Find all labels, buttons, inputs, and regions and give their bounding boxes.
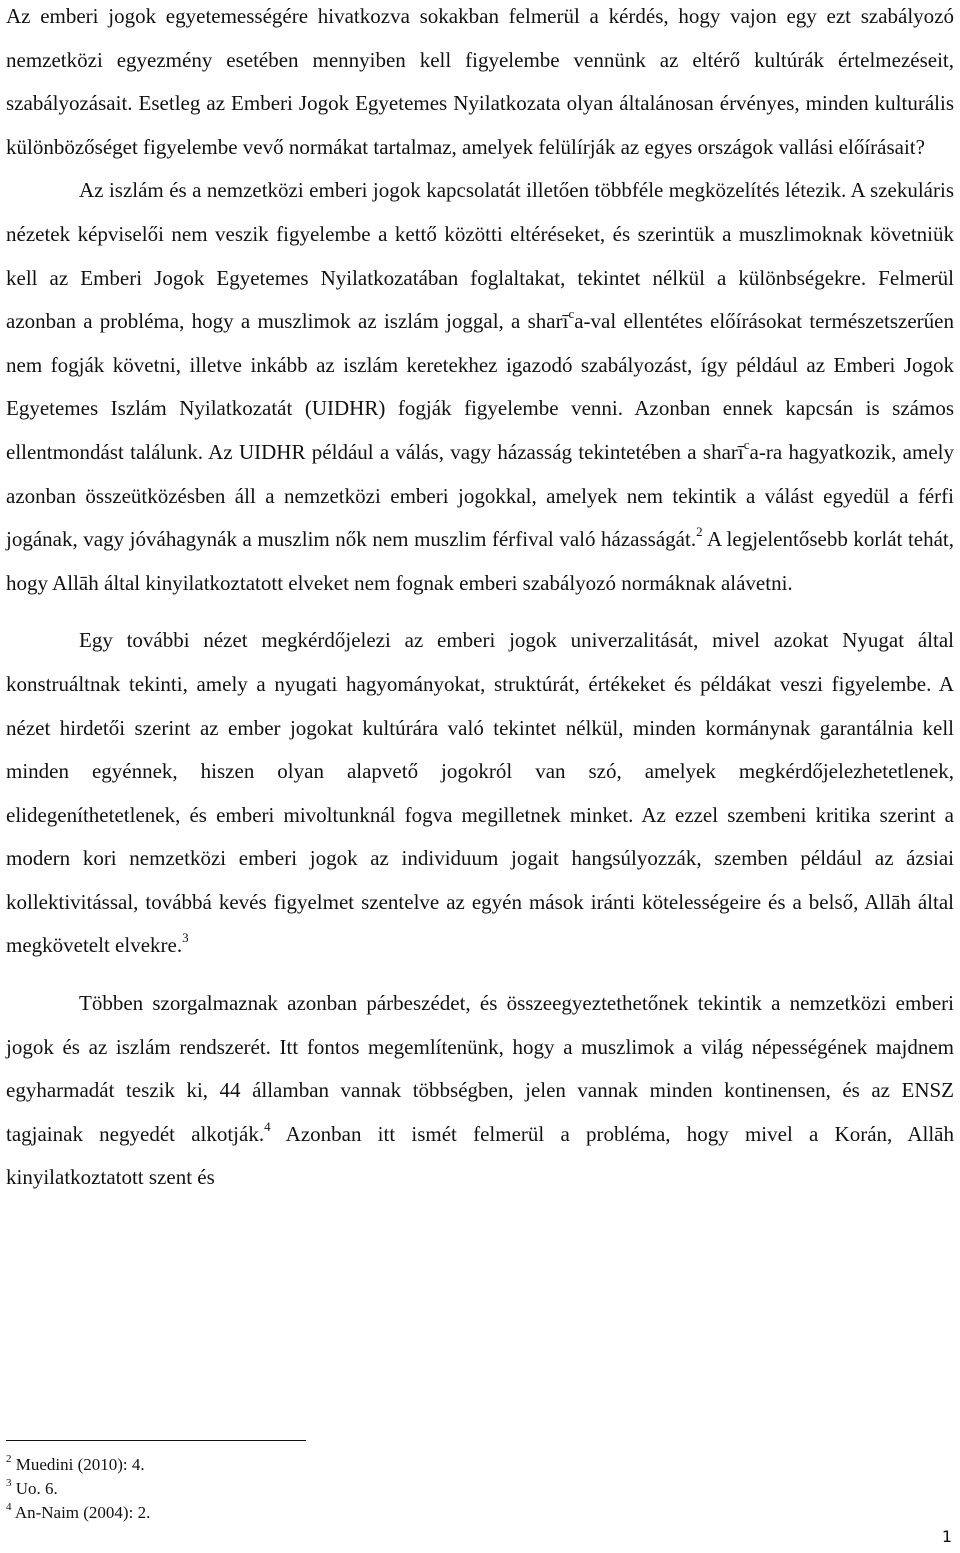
page-number: 1 [941,1527,952,1546]
paragraph-2-text-a: Az iszlám és a nemzetközi emberi jogok kapcsolatát illetően többféle megközelítés létezik. A szekuláris nézetek képviselői nem veszik figyelembe a kettő közötti eltéréseket, és szerintük a muszlimoknak követniük kell az Emberi Jogok Egyetemes Nyilatkozatában foglaltakat, tekintet nélkül a különbségekre. Felmerül azonban a probléma, hogy a muszlimok az iszlám joggal, a sharī [6,178,954,334]
footnote-number: 3 [6,1477,12,1490]
footnote-ref-3: 3 [182,930,189,946]
footnote-ref-4: 4 [264,1118,271,1134]
paragraph-4-text-b: Azonban itt ismét felmerül a probléma, hogy mivel a Korán, Allāh kinyilatkoztatott szent és [6,1121,954,1190]
footnotes [6,1453,150,1525]
paragraph-3-text: Egy további nézet megkérdőjelezi az emberi jogok univerzalitását, mivel azokat Nyugat által konstruáltnak tekinti, amely a nyugati hagyományokat, struktúrát, értékeket és példákat veszi figyelembe. A nézet hirdetői szerint az ember jogokat kultúrára való tekintet nélkül, minden kormánynak garantálnia kell minden egyénnek, hiszen olyan alapvető jogokról van szó, amelyek megkérdőjelezhetetlenek, elidegeníthetetlenek, és emberi mivoltunknál fogva megilletnek minket. Az ezzel szembeni kritika szerint a modern kori nemzetközi emberi jogok az individuum jogait hangsúlyozzák, szemben például az ázsiai kollektivitással, továbbá kevés figyelmet szentelve az egyén mások iránti kötelességeire és a belső, Allāh által megkövetelt elvekre. [6,628,954,958]
footnote-item [6,1501,150,1525]
footnote-separator [6,1440,306,1441]
paragraph-1 [6,0,954,169]
document-page [6,0,954,1200]
paragraph-2-text-c: a-ra hagyatkozik, amely azonban összeütközésben áll a nemzetközi emberi jogokkal, amelyek nem tekintik a válást egyedül a férfi jogának, vagy jóváhagynák a muszlim nők nem muszlim férfival való házasságát. [6,439,954,552]
paragraph-2-text-d: A legjelentősebb korlát tehát, hogy Allāh által kinyilatkoztatott elveket nem fognak emberi szabályozó normáknak alávetni. [6,527,955,595]
paragraph-3 [6,619,954,968]
footnote-number: 2 [6,1453,12,1466]
footnote-item [6,1477,150,1501]
footnote-ref-2: 2 [696,524,703,540]
footnote-item [6,1453,150,1477]
paragraph-2-text-b: a-val ellentétes előírásokat természetszerűen nem fogják követni, illetve inkább az iszlám keretekhez igazodó szabályozást, így például az Emberi Jogok Egyetemes Iszlám Nyilatkozatát (UIDHR) fogják figyelembe venni. Azonban ennek kapcsán is számos ellentmondást találunk. Az UIDHR például a válás, vagy házasság tekintetében a sharī [6,309,954,464]
paragraph-spacer [6,968,954,982]
footnote-text: Muedini (2010): 4. [15,1455,145,1474]
superscript-ayn: c [568,306,575,322]
paragraph-4-text-a: Többen szorgalmaznak azonban párbeszédet, és összeegyeztethetőnek tekintik a nemzetközi emberi jogok és az iszlám rendszerét. Itt fontos megemlítenünk, hogy a muszlimok a világ népességének majdnem egyharmadát teszik ki, 44 államban vannak többségben, jelen vannak minden kontinensen, és az ENSZ tagjainak negyedét alkotják. [6,991,954,1146]
footnote-text: Uo. 6. [15,1479,58,1498]
superscript-ayn: c [743,436,750,452]
footnote-text: An-Naim (2004): 2. [14,1503,151,1522]
paragraph-4 [6,982,954,1200]
paragraph-1-text: Az emberi jogok egyetemességére hivatkozva sokakban felmerül a kérdés, hogy vajon egy ezt szabályozó nemzetközi egyezmény esetében mennyiben kell figyelembe vennünk az eltérő kultúrák értelmezéseit, szabályozásait. Esetleg az Emberi Jogok Egyetemes Nyilatkozata olyan általánosan érvényes, minden kulturális különbözőséget figyelembe vevő normákat tartalmaz, amelyek felülírják az egyes országok vallási előírásait? [6,4,954,159]
paragraph-2 [6,169,954,605]
footnote-number: 4 [6,1501,12,1514]
paragraph-spacer [6,605,954,619]
